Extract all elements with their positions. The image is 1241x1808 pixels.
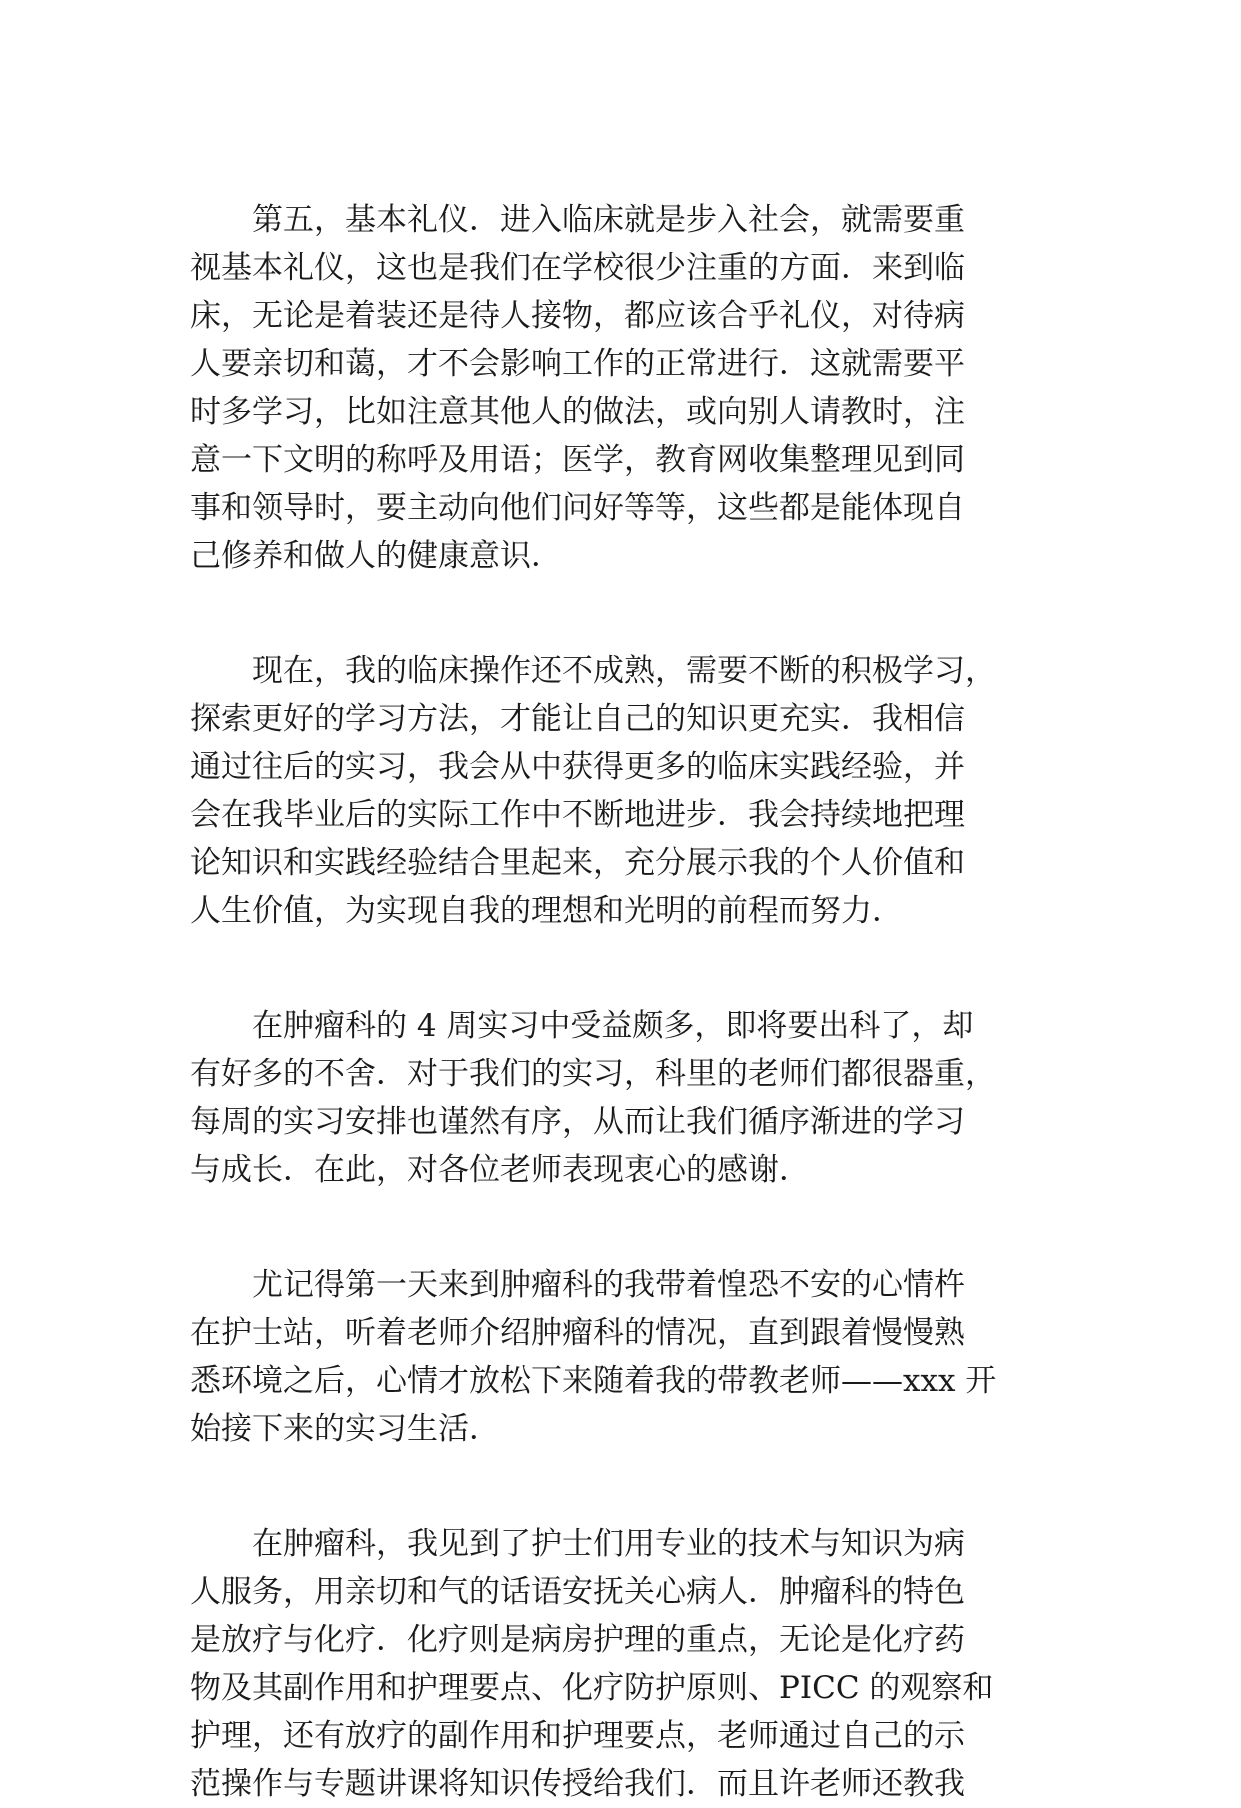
text-line: 范操作与专题讲课将知识传授给我们．而且许老师还教我	[190, 1766, 965, 1802]
text-line: 每周的实习安排也谨然有序，从而让我们循序渐进的学习	[190, 1104, 965, 1140]
text-line: 通过往后的实习，我会从中获得更多的临床实践经验，并	[190, 749, 965, 785]
paragraph-oncology-thanks	[190, 1002, 1070, 1194]
text-line: 会在我毕业后的实际工作中不断地进步．我会持续地把理	[190, 797, 965, 833]
text-line: 现在，我的临床操作还不成熟，需要不断的积极学习，	[190, 653, 996, 689]
text-line: 人生价值，为实现自我的理想和光明的前程而努力．	[190, 893, 903, 929]
paragraph-oncology-nursing	[190, 1520, 1070, 1808]
paragraph-current-status	[190, 647, 1070, 935]
text-line: 是放疗与化疗．化疗则是病房护理的重点，无论是化疗药	[190, 1622, 965, 1658]
paragraph-first-day	[190, 1261, 1070, 1453]
text-line: 悉环境之后，心情才放松下来随着我的带教老师——xxx 开	[190, 1363, 997, 1399]
text-line: 尤记得第一天来到肿瘤科的我带着惶恐不安的心情杵	[190, 1267, 965, 1303]
text-line: 论知识和实践经验结合里起来，充分展示我的个人价值和	[190, 845, 965, 881]
text-line: 物及其副作用和护理要点、化疗防护原则、PICC 的观察和	[190, 1670, 994, 1706]
text-line: 视基本礼仪，这也是我们在学校很少注重的方面．来到临	[190, 250, 965, 286]
text-line: 第五，基本礼仪．进入临床就是步入社会，就需要重	[190, 202, 965, 238]
text-line: 护理，还有放疗的副作用和护理要点，老师通过自己的示	[190, 1718, 965, 1754]
text-line: 事和领导时，要主动向他们问好等等，这些都是能体现自	[190, 490, 965, 526]
text-line: 在肿瘤科的 4 周实习中受益颇多，即将要出科了，却	[190, 1008, 974, 1044]
text-line: 时多学习，比如注意其他人的做法，或向别人请教时，注	[190, 394, 965, 430]
text-line: 在肿瘤科，我见到了护士们用专业的技术与知识为病	[190, 1526, 965, 1562]
text-line: 在护士站，听着老师介绍肿瘤科的情况，直到跟着慢慢熟	[190, 1315, 965, 1351]
text-line: 意一下文明的称呼及用语；医学，教育网收集整理见到同	[190, 442, 965, 478]
paragraph-etiquette	[190, 196, 1070, 580]
text-line: 己修养和做人的健康意识．	[190, 538, 562, 574]
text-line: 人服务，用亲切和气的话语安抚关心病人．肿瘤科的特色	[190, 1574, 965, 1610]
text-line: 人要亲切和蔼，才不会影响工作的正常进行．这就需要平	[190, 346, 965, 382]
document-body	[190, 196, 1070, 1808]
text-line: 床，无论是着装还是待人接物，都应该合乎礼仪，对待病	[190, 298, 965, 334]
text-line: 始接下来的实习生活．	[190, 1411, 500, 1447]
text-line: 有好多的不舍．对于我们的实习，科里的老师们都很器重，	[190, 1056, 996, 1092]
text-line: 与成长．在此，对各位老师表现衷心的感谢．	[190, 1152, 810, 1188]
text-line: 探索更好的学习方法，才能让自己的知识更充实．我相信	[190, 701, 965, 737]
